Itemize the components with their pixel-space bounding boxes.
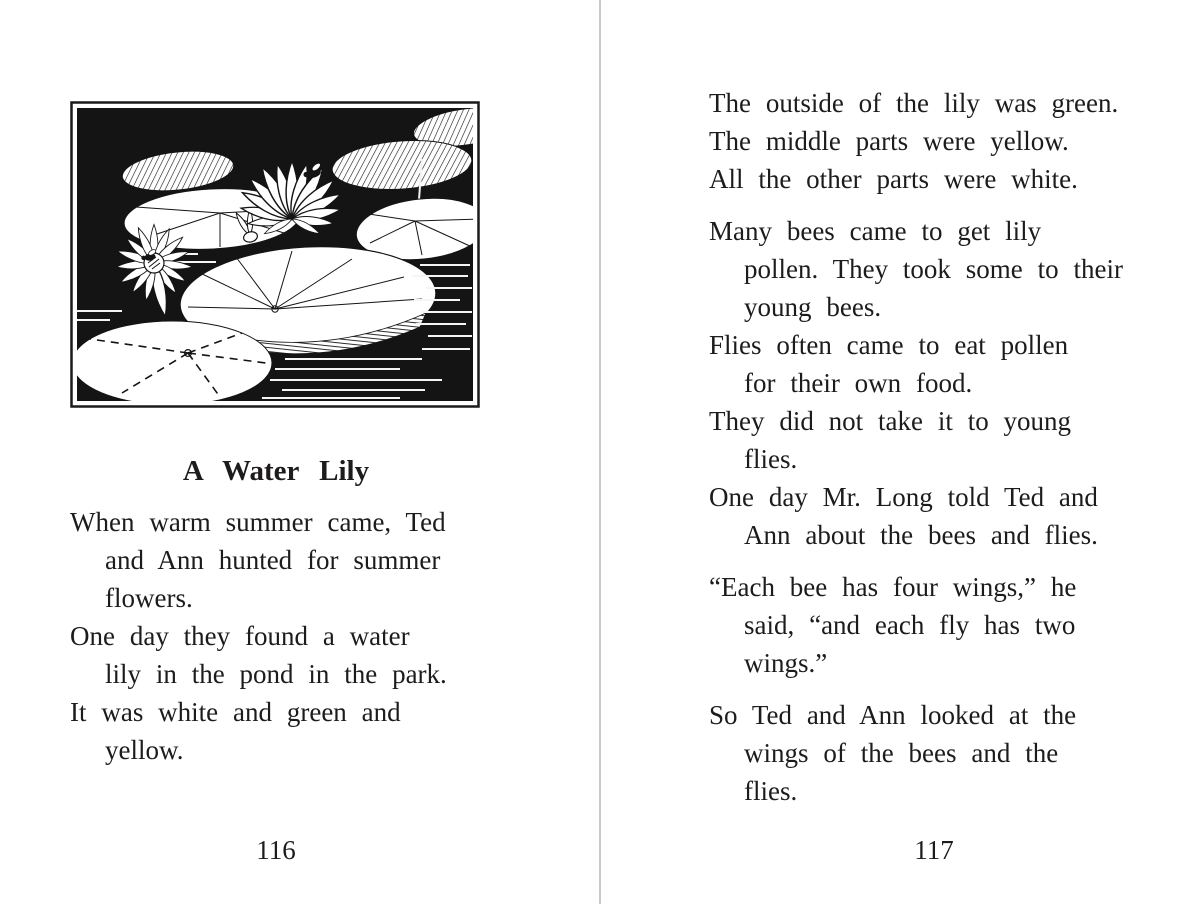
paragraph-block: [709, 84, 1189, 198]
text-line: One day they found a water: [70, 621, 410, 651]
text-line: wings of the bees and the: [744, 738, 1059, 768]
text-line: and Ann hunted for summer: [105, 545, 441, 575]
text-line: young bees.: [744, 292, 882, 322]
text-line: for their own food.: [744, 368, 973, 398]
text-line: “Each bee has four wings,” he: [709, 572, 1077, 602]
left-page-text: [70, 452, 482, 769]
text-line: Ann about the bees and flies.: [744, 520, 1098, 550]
text-line: flowers.: [105, 583, 193, 613]
story-title: A Water Lily: [182, 455, 370, 487]
paragraph-block: [70, 503, 482, 769]
paragraph-block: [709, 696, 1189, 810]
text-line: Many bees came to get lily: [709, 216, 1042, 246]
text-line: yellow.: [105, 735, 184, 765]
text-line: wings.”: [744, 648, 828, 678]
text-line: lily in the pond in the park.: [105, 659, 447, 689]
text-line: The middle parts were yellow.: [709, 126, 1069, 156]
text-line: All the other parts were white.: [709, 164, 1078, 194]
text-line: The outside of the lily was green.: [709, 88, 1119, 118]
water-lily-illustration: [70, 101, 480, 408]
right-page-text: [709, 84, 1189, 810]
text-line: So Ted and Ann looked at the: [709, 700, 1077, 730]
paragraph-block: [709, 212, 1189, 554]
text-line: flies.: [744, 776, 798, 806]
right-page-body: [709, 84, 1189, 810]
text-line: It was white and green and: [70, 697, 401, 727]
right-page-number: 117: [914, 835, 954, 865]
text-line: One day Mr. Long told Ted and: [709, 482, 1098, 512]
text-line: pollen. They took some to their: [744, 254, 1123, 284]
text-line: flies.: [744, 444, 798, 474]
text-line: Flies often came to eat pollen: [709, 330, 1069, 360]
text-line: They did not take it to young: [709, 406, 1072, 436]
text-line: said, “and each fly has two: [744, 610, 1076, 640]
left-page-number: 116: [256, 835, 296, 865]
text-line: When warm summer came, Ted: [70, 507, 446, 537]
left-page-body: [70, 503, 482, 769]
paragraph-block: [709, 568, 1189, 682]
right-page: [601, 0, 1204, 904]
water-lily-illustration-svg: [70, 101, 480, 408]
left-page: [0, 0, 599, 904]
